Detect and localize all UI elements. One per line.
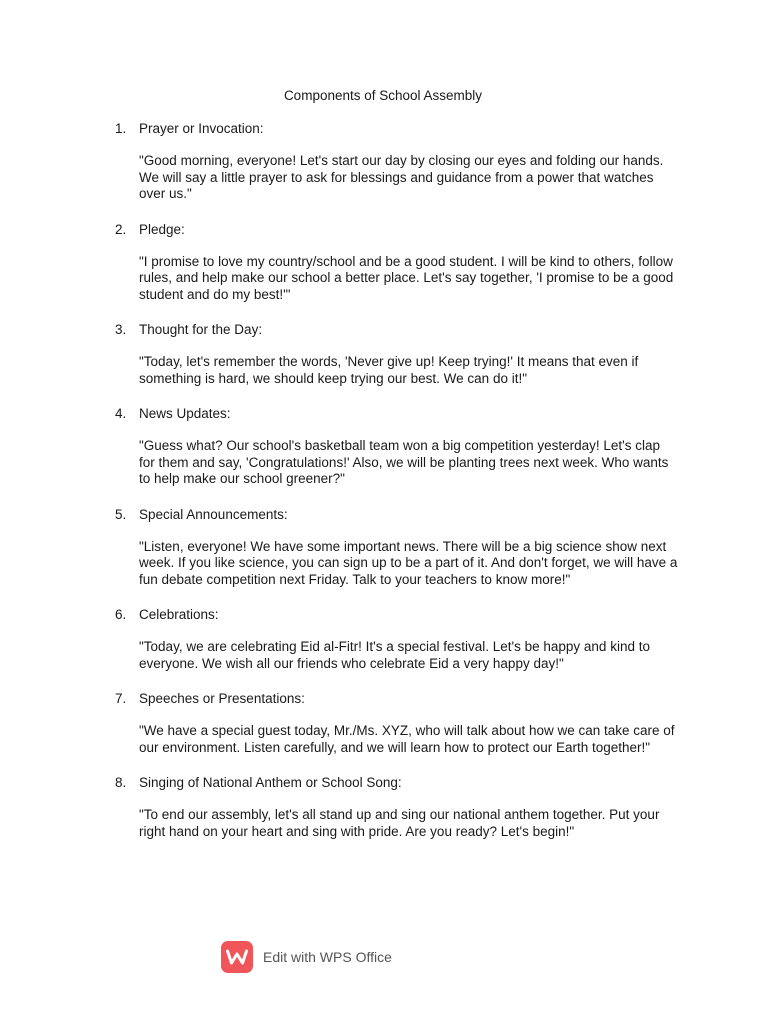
list-item-header bbox=[0, 321, 768, 339]
list-item bbox=[0, 321, 768, 387]
list-item-heading: Speeches or Presentations: bbox=[139, 691, 305, 706]
edit-with-wps-link[interactable] bbox=[221, 941, 392, 973]
list-item-heading: Special Announcements: bbox=[139, 506, 288, 522]
list-item-header bbox=[0, 405, 768, 423]
list-item-body: "Good morning, everyone! Let's start our day by closing our eyes and folding our hands. We will say a little prayer to ask for blessings and guidance from a power that watches over us." bbox=[139, 153, 664, 201]
list-item-number: 4. bbox=[115, 406, 127, 421]
list-item-heading: Thought for the Day: bbox=[139, 322, 263, 337]
wps-office-icon bbox=[221, 941, 253, 973]
list-item-header bbox=[0, 690, 768, 708]
list-item bbox=[0, 120, 768, 203]
list-item-heading: Pledge: bbox=[139, 221, 185, 237]
list-item-header bbox=[0, 120, 768, 138]
list-item-number: 7. bbox=[115, 691, 127, 706]
list-item-body: "To end our assembly, let's all stand up and sing our national anthem together. Put your right hand on your heart and sing with pride. Are you ready? Let's begin!" bbox=[139, 807, 660, 839]
list-item-number: 2. bbox=[115, 221, 127, 237]
list-item-header bbox=[0, 221, 768, 239]
list-item-heading: News Updates: bbox=[139, 406, 231, 421]
list-item-body: "Listen, everyone! We have some important news. There will be a big science show next week. If you like science, you can sign up to be a part of it. And don't forget, we will have a fun debate competition next Friday. Talk to your teachers to know more!" bbox=[139, 538, 678, 587]
list-item-body: "Guess what? Our school's basketball team won a big competition yesterday! Let's clap for them and say, 'Congratulations!' Also, we will be planting trees next week. Who wants to help make our school greener?" bbox=[139, 438, 669, 486]
list-item bbox=[0, 774, 768, 840]
list-item-number: 5. bbox=[115, 506, 127, 522]
list-item-heading: Prayer or Invocation: bbox=[139, 121, 264, 136]
list-item-body: "I promise to love my country/school and be a good student. I will be kind to others, follow rules, and help make our school a better place. Let's say together, 'I promise to be a good student and do my best!'" bbox=[139, 253, 674, 302]
list-item-heading: Singing of National Anthem or School Song: bbox=[139, 775, 402, 790]
list-item-body: "Today, let's remember the words, 'Never give up! Keep trying!' It means that even if something is hard, we should keep trying our best. We can do it!" bbox=[139, 354, 639, 386]
list-item-body: "We have a special guest today, Mr./Ms. XYZ, who will talk about how we can take care of our environment. Listen carefully, and we will learn how to protect our Earth together!" bbox=[139, 723, 675, 755]
list-item bbox=[0, 405, 768, 488]
wps-w-glyph bbox=[226, 949, 248, 965]
document-title: Components of School Assembly bbox=[283, 88, 483, 103]
list-item-number: 6. bbox=[115, 607, 127, 622]
list-item-heading: Celebrations: bbox=[139, 607, 219, 622]
list-item bbox=[0, 221, 768, 304]
list-item-number: 8. bbox=[115, 775, 127, 790]
list-item bbox=[0, 690, 768, 756]
list-item bbox=[0, 606, 768, 672]
wps-label[interactable]: Edit with WPS Office bbox=[263, 949, 392, 965]
list-item-number: 1. bbox=[115, 121, 127, 136]
list-item-number: 3. bbox=[115, 322, 127, 337]
list-item-header bbox=[0, 606, 768, 624]
list-item-header bbox=[0, 774, 768, 792]
list-item bbox=[0, 506, 768, 589]
list-item-body: "Today, we are celebrating Eid al-Fitr! It's a special festival. Let's be happy and kind to everyone. We wish all our friends who celebrate Eid a very happy day!" bbox=[139, 639, 650, 671]
assembly-components-list bbox=[0, 120, 768, 858]
list-item-header bbox=[0, 506, 768, 524]
